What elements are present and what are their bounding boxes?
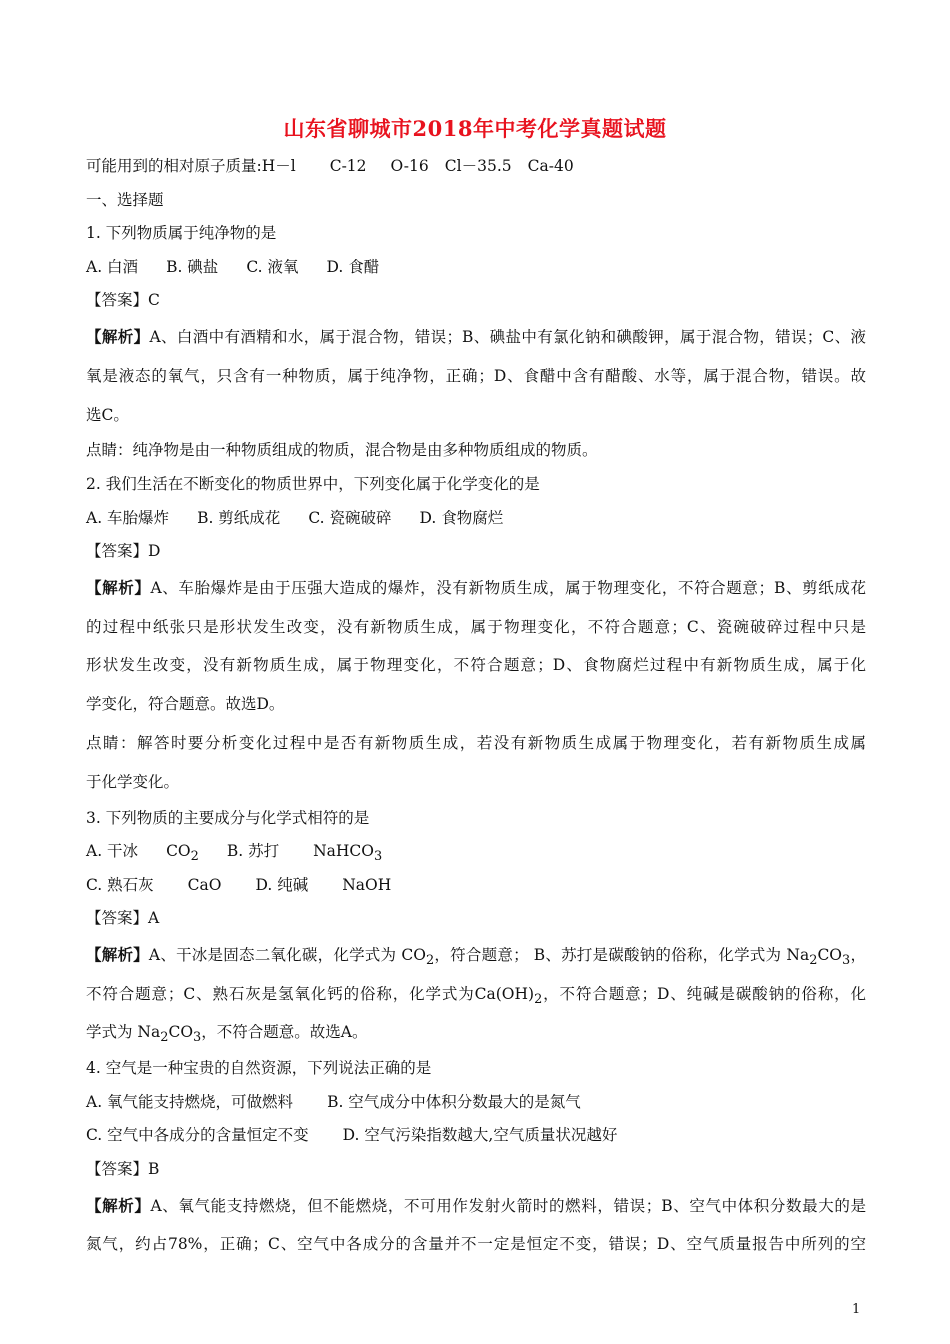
question-3-analysis: 学式为 $Na_2CO_3$，不符合题意。故选A。 (86, 1023, 368, 1046)
question-4-options: C. 空气中各成分的含量恒定不变 D. 空气污染指数越大,空气质量状况越好 (86, 1126, 618, 1145)
question-3-answer: 【答案】A (86, 909, 160, 928)
question-3-analysis: 不符合题意；C、熟石灰是氢氧化钙的俗称，化学式为$Ca(OH)_2$，不符合题意；D、纯碱是碳酸钠的俗称，化 (86, 984, 866, 1007)
question-2-analysis: 的过程中纸张只是形状发生改变，没有新物质生成，属于物理变化，不符合题意；C、瓷碗破碎过程中只是 (86, 617, 866, 636)
question-3-options: C. 熟石灰 CaO D. 纯碱 NaOH (86, 875, 392, 894)
page-number: 1 (852, 1302, 861, 1317)
section-heading: 一、选择题 (86, 190, 164, 209)
question-1-analysis: 【解析】A、白酒中有酒精和水，属于混合物，错误；B、碘盐中有氯化钠和碘酸钾，属于混合物，错误；C、液 (86, 326, 866, 346)
question-2-tip: 点睛：解答时要分析变化过程中是否有新物质生成，若没有新物质生成属于物理变化，若有新物质生成属 (86, 733, 866, 752)
question-2-stem: 2. 我们生活在不断变化的物质世界中，下列变化属于化学变化的是 (86, 474, 540, 493)
question-1-analysis: 选C。 (86, 405, 129, 424)
question-2-options: A. 车胎爆炸 B. 剪纸成花 C. 瓷碗破碎 D. 食物腐烂 (86, 508, 504, 527)
question-4-options: A. 氧气能支持燃烧，可做燃料 B. 空气成分中体积分数最大的是氮气 (86, 1092, 581, 1111)
question-4-answer: 【答案】B (86, 1160, 160, 1179)
question-2-analysis: 形状发生改变，没有新物质生成，属于物理变化，不符合题意；D、食物腐烂过程中有新物质生成，属于化 (86, 656, 866, 675)
document-body (86, 150, 866, 1264)
question-4-stem: 4. 空气是一种宝贵的自然资源，下列说法正确的是 (86, 1059, 432, 1078)
question-2-tip: 于化学变化。 (86, 772, 180, 791)
page-title: 山东省聊城市2018年中考化学真题试题 (283, 116, 667, 141)
question-2-analysis: 学变化，符合题意。故选D。 (86, 695, 285, 714)
question-1-tip: 点睛：纯净物是由一种物质组成的物质，混合物是由多种物质组成的物质。 (86, 441, 598, 460)
question-1-answer: 【答案】C (86, 291, 160, 310)
question-3-options: A. 干冰 $CO_2$ B. 苏打 NaHCO$_3$ (86, 842, 383, 865)
question-2-answer: 【答案】D (86, 542, 161, 561)
question-1-analysis: 氧是液态的氧气，只含有一种物质，属于纯净物，正确；D、食醋中含有醋酸、水等，属于混合物，错误。故 (86, 366, 866, 385)
question-2-analysis: 【解析】A、车胎爆炸是由于压强大造成的爆炸，没有新物质生成，属于物理变化，不符合题意；B、剪纸成花 (86, 577, 866, 597)
question-3-stem: 3. 下列物质的主要成分与化学式相符的是 (86, 808, 370, 827)
question-4-analysis: 【解析】A、氧气能支持燃烧，但不能燃烧，不可用作发射火箭时的燃料，错误；B、空气中体积分数最大的是 (86, 1195, 866, 1215)
question-1-options: A. 白酒 B. 碘盐 C. 液氧 D. 食醋 (86, 257, 380, 276)
question-4-analysis: 氮气，约占78%，正确；C、空气中各成分的含量并不一定是恒定不变，错误；D、空气质量报告中所列的空 (86, 1235, 866, 1254)
atomic-mass-line: 可能用到的相对原子质量:H－l C-12 O-16 Cl－35.5 Ca-40 (86, 157, 574, 175)
question-3-analysis: 【解析】A、干冰是固态二氧化碳，化学式为 $CO_2$，符合题意； B、苏打是碳酸钠的俗称，化学式为 $Na_2CO_3$， (86, 944, 866, 968)
question-1-stem: 1. 下列物质属于纯净物的是 (86, 224, 277, 243)
